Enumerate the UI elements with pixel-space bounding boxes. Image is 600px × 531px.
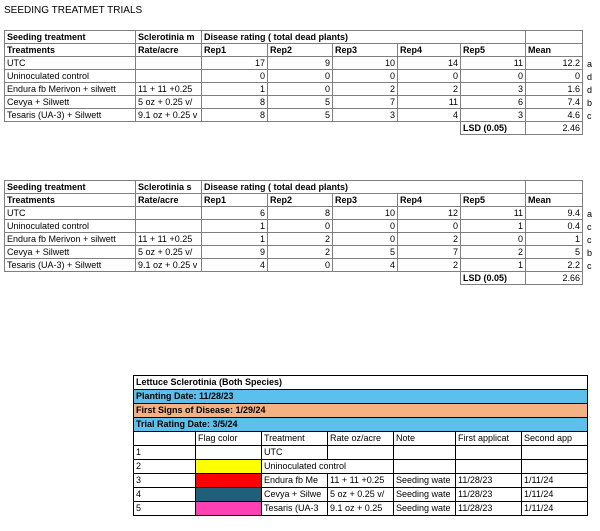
- row-number: 5: [134, 502, 196, 516]
- table-row: [5, 259, 583, 272]
- treatment-cell: Endura fb Merivon + silwett: [5, 83, 136, 96]
- significance-letter: c: [587, 222, 592, 232]
- header-mean: Mean: [526, 44, 583, 57]
- page-title: SEEDING TREATMET TRIALS: [4, 5, 143, 16]
- rate-cell: 9.1 oz + 0.25: [328, 502, 394, 516]
- rate-cell: [136, 57, 202, 70]
- mean-cell: 9.4: [526, 207, 583, 220]
- rate-cell: [136, 220, 202, 233]
- rep-cell: 11: [398, 96, 461, 109]
- significance-letter: c: [587, 261, 592, 271]
- row-number: 4: [134, 488, 196, 502]
- first-application-cell: 11/28/23: [456, 474, 522, 488]
- lsd-value: 2.66: [526, 272, 583, 285]
- lsd-label: LSD (0.05): [461, 122, 526, 135]
- rep-cell: 10: [333, 57, 398, 70]
- second-application-cell: [522, 460, 588, 474]
- treatment-cell: UTC: [5, 57, 136, 70]
- header-rate: Rate/acre: [136, 194, 202, 207]
- significance-letter: a: [587, 209, 593, 219]
- header-rep2: Rep2: [268, 194, 333, 207]
- significance-letter: a: [587, 59, 593, 69]
- rate-cell: 11 + 11 +0.25: [136, 83, 202, 96]
- rep-cell: 12: [398, 207, 461, 220]
- rate-cell: 9.1 oz + 0.25 v: [136, 109, 202, 122]
- rep-cell: 8: [202, 109, 268, 122]
- header-rep5: Rep5: [461, 194, 526, 207]
- key-header-row: [134, 432, 588, 446]
- rep-cell: 5: [333, 246, 398, 259]
- header-rep4: Rep4: [398, 194, 461, 207]
- treatment-cell: Cevya + Silwe: [262, 488, 328, 502]
- significance-letter: b: [587, 98, 593, 108]
- trial-key-table: [133, 375, 588, 516]
- key-title: Lettuce Sclerotinia (Both Species): [134, 376, 588, 390]
- flag-color-swatch-blue: [196, 488, 262, 502]
- note-cell: [394, 446, 456, 460]
- rep-cell: 3: [461, 109, 526, 122]
- table-row: [134, 474, 588, 488]
- rep-cell: 0: [268, 259, 333, 272]
- table-row: [5, 83, 583, 96]
- mean-cell: 2.2: [526, 259, 583, 272]
- header-second-application: Second app: [522, 432, 588, 446]
- header-rep2: Rep2: [268, 44, 333, 57]
- mean-cell: 1.6: [526, 83, 583, 96]
- mean-cell: 1: [526, 233, 583, 246]
- rate-cell: 11 + 11 +0.25: [136, 233, 202, 246]
- row-number: 3: [134, 474, 196, 488]
- lsd-row: [5, 272, 583, 285]
- table-row: [5, 70, 583, 83]
- header-note: Note: [394, 432, 456, 446]
- flag-color-swatch-yellow: [196, 460, 262, 474]
- rep-cell: 10: [333, 207, 398, 220]
- rep-cell: 9: [268, 57, 333, 70]
- treatment-cell: Cevya + Silwett: [5, 246, 136, 259]
- rep-cell: 3: [333, 109, 398, 122]
- mean-cell: 4.6: [526, 109, 583, 122]
- rep-cell: 0: [268, 220, 333, 233]
- rate-cell: 9.1 oz + 0.25 v: [136, 259, 202, 272]
- treatment-cell: Uninoculated control: [5, 70, 136, 83]
- header-seeding-treatment: Seeding treatment: [5, 31, 136, 44]
- header-rate: Rate/acre: [136, 44, 202, 57]
- rep-cell: 1: [461, 259, 526, 272]
- treatment-cell: Endura fb Merivon + silwett: [5, 233, 136, 246]
- header-sclerotinia: Sclerotinia m: [136, 31, 202, 44]
- header-rate: Rate oz/acre: [328, 432, 394, 446]
- table-row: [134, 488, 588, 502]
- table-row: [5, 96, 583, 109]
- lsd-row: [5, 122, 583, 135]
- rep-cell: 2: [398, 233, 461, 246]
- rep-cell: 2: [268, 233, 333, 246]
- rep-cell: 0: [333, 70, 398, 83]
- treatment-cell: Uninoculated control: [5, 220, 136, 233]
- significance-letter: d: [587, 72, 593, 82]
- planting-date: Planting Date: 11/28/23: [134, 390, 588, 404]
- header-first-application: First applicat: [456, 432, 522, 446]
- treatment-cell: Endura fb Me: [262, 474, 328, 488]
- mean-cell: 12.2: [526, 57, 583, 70]
- note-cell: Seeding wate: [394, 488, 456, 502]
- table-row: [134, 460, 588, 474]
- mean-cell: 0: [526, 70, 583, 83]
- rep-cell: 4: [333, 259, 398, 272]
- lsd-label: LSD (0.05): [461, 272, 526, 285]
- header-seeding-treatment: Seeding treatment: [5, 181, 136, 194]
- rep-cell: 5: [268, 96, 333, 109]
- trial2-table: [4, 180, 583, 285]
- rep-cell: 6: [202, 207, 268, 220]
- header-rep5: Rep5: [461, 44, 526, 57]
- second-application-cell: [522, 446, 588, 460]
- rep-cell: 0: [202, 70, 268, 83]
- header-treatments: Treatments: [5, 194, 136, 207]
- header-flag-color: Flag color: [196, 432, 262, 446]
- rep-cell: 0: [398, 70, 461, 83]
- first-application-cell: 11/28/23: [456, 488, 522, 502]
- flag-color-swatch: [196, 446, 262, 460]
- header-treatments: Treatments: [5, 44, 136, 57]
- second-application-cell: 1/11/24: [522, 488, 588, 502]
- rep-cell: 0: [268, 83, 333, 96]
- table-row: [134, 446, 588, 460]
- header-rep4: Rep4: [398, 44, 461, 57]
- rep-cell: 8: [202, 96, 268, 109]
- rep-cell: 2: [398, 83, 461, 96]
- header-mean: Mean: [526, 194, 583, 207]
- table-row: [134, 502, 588, 516]
- table-row: [5, 109, 583, 122]
- mean-cell: 0.4: [526, 220, 583, 233]
- second-application-cell: 1/11/24: [522, 474, 588, 488]
- treatment-cell: Cevya + Silwett: [5, 96, 136, 109]
- treatment-cell: Tesaris (UA-3) + Silwett: [5, 259, 136, 272]
- mean-cell: 7.4: [526, 96, 583, 109]
- rate-cell: 5 oz + 0.25 v/: [136, 246, 202, 259]
- first-signs-date: First Signs of Disease: 1/29/24: [134, 404, 588, 418]
- treatment-cell: Tesaris (UA-3) + Silwett: [5, 109, 136, 122]
- rep-cell: 2: [461, 246, 526, 259]
- header-disease-rating: Disease rating ( total dead plants): [202, 181, 461, 194]
- rate-cell: [328, 446, 394, 460]
- rate-cell: 11 + 11 +0.25: [328, 474, 394, 488]
- rep-cell: 1: [461, 220, 526, 233]
- rep-cell: 5: [268, 109, 333, 122]
- significance-letter: b: [587, 248, 593, 258]
- rep-cell: 8: [268, 207, 333, 220]
- trial1-header-row-2: [5, 44, 583, 57]
- first-application-cell: [456, 460, 522, 474]
- trial-rating-date: Trial Rating Date: 3/5/24: [134, 418, 588, 432]
- table-row: [5, 207, 583, 220]
- rep-cell: 0: [333, 233, 398, 246]
- table-row: [5, 246, 583, 259]
- rep-cell: 2: [268, 246, 333, 259]
- trial1-header-row-1: [5, 31, 583, 44]
- table-row: [5, 57, 583, 70]
- header-rep3: Rep3: [333, 194, 398, 207]
- header-rep1: Rep1: [202, 194, 268, 207]
- rep-cell: 4: [202, 259, 268, 272]
- header-treatment: Treatment: [262, 432, 328, 446]
- row-number: 1: [134, 446, 196, 460]
- header-rep1: Rep1: [202, 44, 268, 57]
- treatment-cell: Tesaris (UA-3: [262, 502, 328, 516]
- first-application-cell: 11/28/23: [456, 502, 522, 516]
- second-application-cell: 1/11/24: [522, 502, 588, 516]
- rep-cell: 1: [202, 220, 268, 233]
- trial2-header-row-1: [5, 181, 583, 194]
- table-row: [5, 220, 583, 233]
- rep-cell: 6: [461, 96, 526, 109]
- rep-cell: 3: [461, 83, 526, 96]
- flag-color-swatch-red: [196, 474, 262, 488]
- trial1-table: [4, 30, 583, 135]
- rep-cell: 7: [398, 246, 461, 259]
- rep-cell: 0: [461, 233, 526, 246]
- rep-cell: 2: [398, 259, 461, 272]
- rep-cell: 11: [461, 57, 526, 70]
- flag-color-swatch-pink: [196, 502, 262, 516]
- mean-cell: 5: [526, 246, 583, 259]
- rate-cell: [136, 70, 202, 83]
- lsd-value: 2.46: [526, 122, 583, 135]
- rep-cell: 0: [268, 70, 333, 83]
- row-number: 2: [134, 460, 196, 474]
- rep-cell: 9: [202, 246, 268, 259]
- note-cell: [394, 460, 456, 474]
- note-cell: Seeding wate: [394, 502, 456, 516]
- rate-cell: 5 oz + 0.25 v/: [136, 96, 202, 109]
- table-row: [5, 233, 583, 246]
- rep-cell: 14: [398, 57, 461, 70]
- rep-cell: 1: [202, 233, 268, 246]
- header-rep3: Rep3: [333, 44, 398, 57]
- first-application-cell: [456, 446, 522, 460]
- significance-letter: c: [587, 235, 592, 245]
- rate-cell: 5 oz + 0.25 v/: [328, 488, 394, 502]
- significance-letter: c: [587, 111, 592, 121]
- treatment-cell: UTC: [5, 207, 136, 220]
- rep-cell: 1: [202, 83, 268, 96]
- significance-letter: d: [587, 85, 593, 95]
- header-disease-rating: Disease rating ( total dead plants): [202, 31, 461, 44]
- treatment-cell: UTC: [262, 446, 328, 460]
- rep-cell: 0: [461, 70, 526, 83]
- rep-cell: 4: [398, 109, 461, 122]
- rep-cell: 2: [333, 83, 398, 96]
- rate-cell: [136, 207, 202, 220]
- treatment-cell: Uninoculated control: [262, 460, 394, 474]
- rep-cell: 7: [333, 96, 398, 109]
- rep-cell: 11: [461, 207, 526, 220]
- trial2-header-row-2: [5, 194, 583, 207]
- header-sclerotinia: Sclerotinia s: [136, 181, 202, 194]
- rep-cell: 17: [202, 57, 268, 70]
- rep-cell: 0: [398, 220, 461, 233]
- rep-cell: 0: [333, 220, 398, 233]
- note-cell: Seeding wate: [394, 474, 456, 488]
